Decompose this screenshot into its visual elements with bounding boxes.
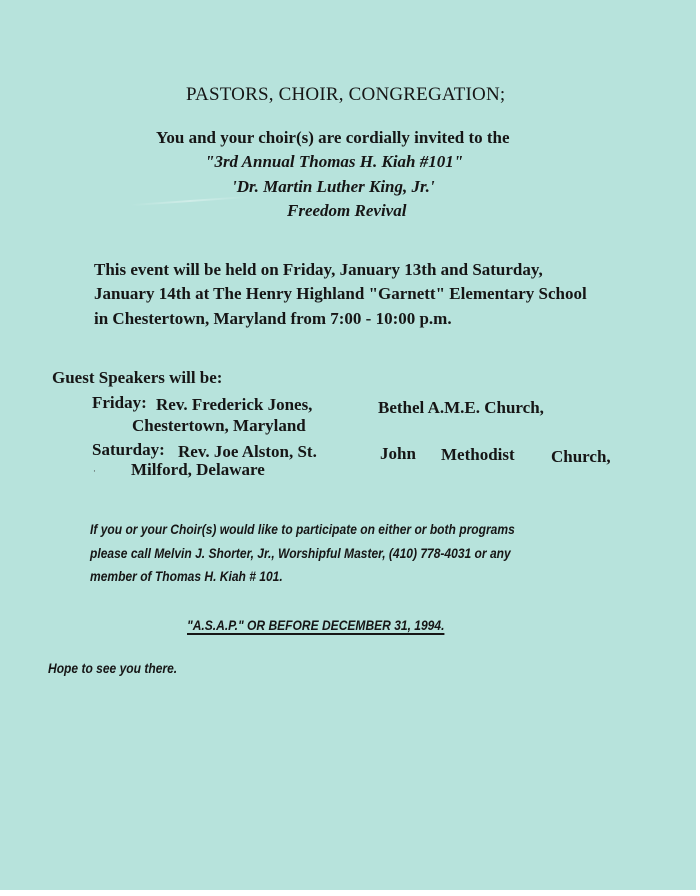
closing: Hope to see you there. — [48, 660, 178, 676]
invitation-line-1: You and your choir(s) are cordially invited to the — [156, 128, 510, 147]
event-line-2: January 14th at The Henry Highland "Garnett" Elementary School — [94, 284, 587, 303]
speakers-heading: Guest Speakers will be: — [52, 368, 223, 387]
paper-crease — [130, 196, 250, 206]
saturday-location: Milford, Delaware — [131, 460, 265, 479]
saturday-church-word-1: John — [380, 444, 416, 463]
event-line-3: in Chestertown, Maryland from 7:00 - 10:00 p.m. — [94, 309, 452, 328]
friday-location: Chestertown, Maryland — [132, 416, 306, 435]
saturday-church-word-3: Church, — [551, 447, 611, 466]
friday-church: Bethel A.M.E. Church, — [378, 398, 544, 417]
saturday-church-word-2: Methodist — [441, 445, 515, 464]
friday-speaker: Rev. Frederick Jones, — [156, 395, 313, 414]
invitation-honoree: 'Dr. Martin Luther King, Jr.' — [232, 177, 435, 196]
contact-line-3: member of Thomas H. Kiah # 101. — [90, 568, 283, 584]
invitation-revival: Freedom Revival — [287, 201, 407, 220]
salutation: PASTORS, CHOIR, CONGREGATION; — [186, 84, 506, 105]
contact-line-2: please call Melvin J. Shorter, Jr., Worshipful Master, (410) 778-4031 or any — [90, 545, 511, 561]
ink-speck: · — [93, 467, 96, 477]
event-line-1: This event will be held on Friday, January 13th and Saturday, — [94, 260, 543, 279]
invitation-event-title: "3rd Annual Thomas H. Kiah #101" — [205, 152, 464, 171]
saturday-speaker: Rev. Joe Alston, St. — [178, 442, 317, 461]
friday-label: Friday: — [92, 393, 147, 412]
contact-line-1: If you or your Choir(s) would like to participate on either or both programs — [90, 521, 515, 537]
deadline: "A.S.A.P." OR BEFORE DECEMBER 31, 1994. — [187, 617, 445, 633]
saturday-label: Saturday: — [92, 440, 165, 459]
